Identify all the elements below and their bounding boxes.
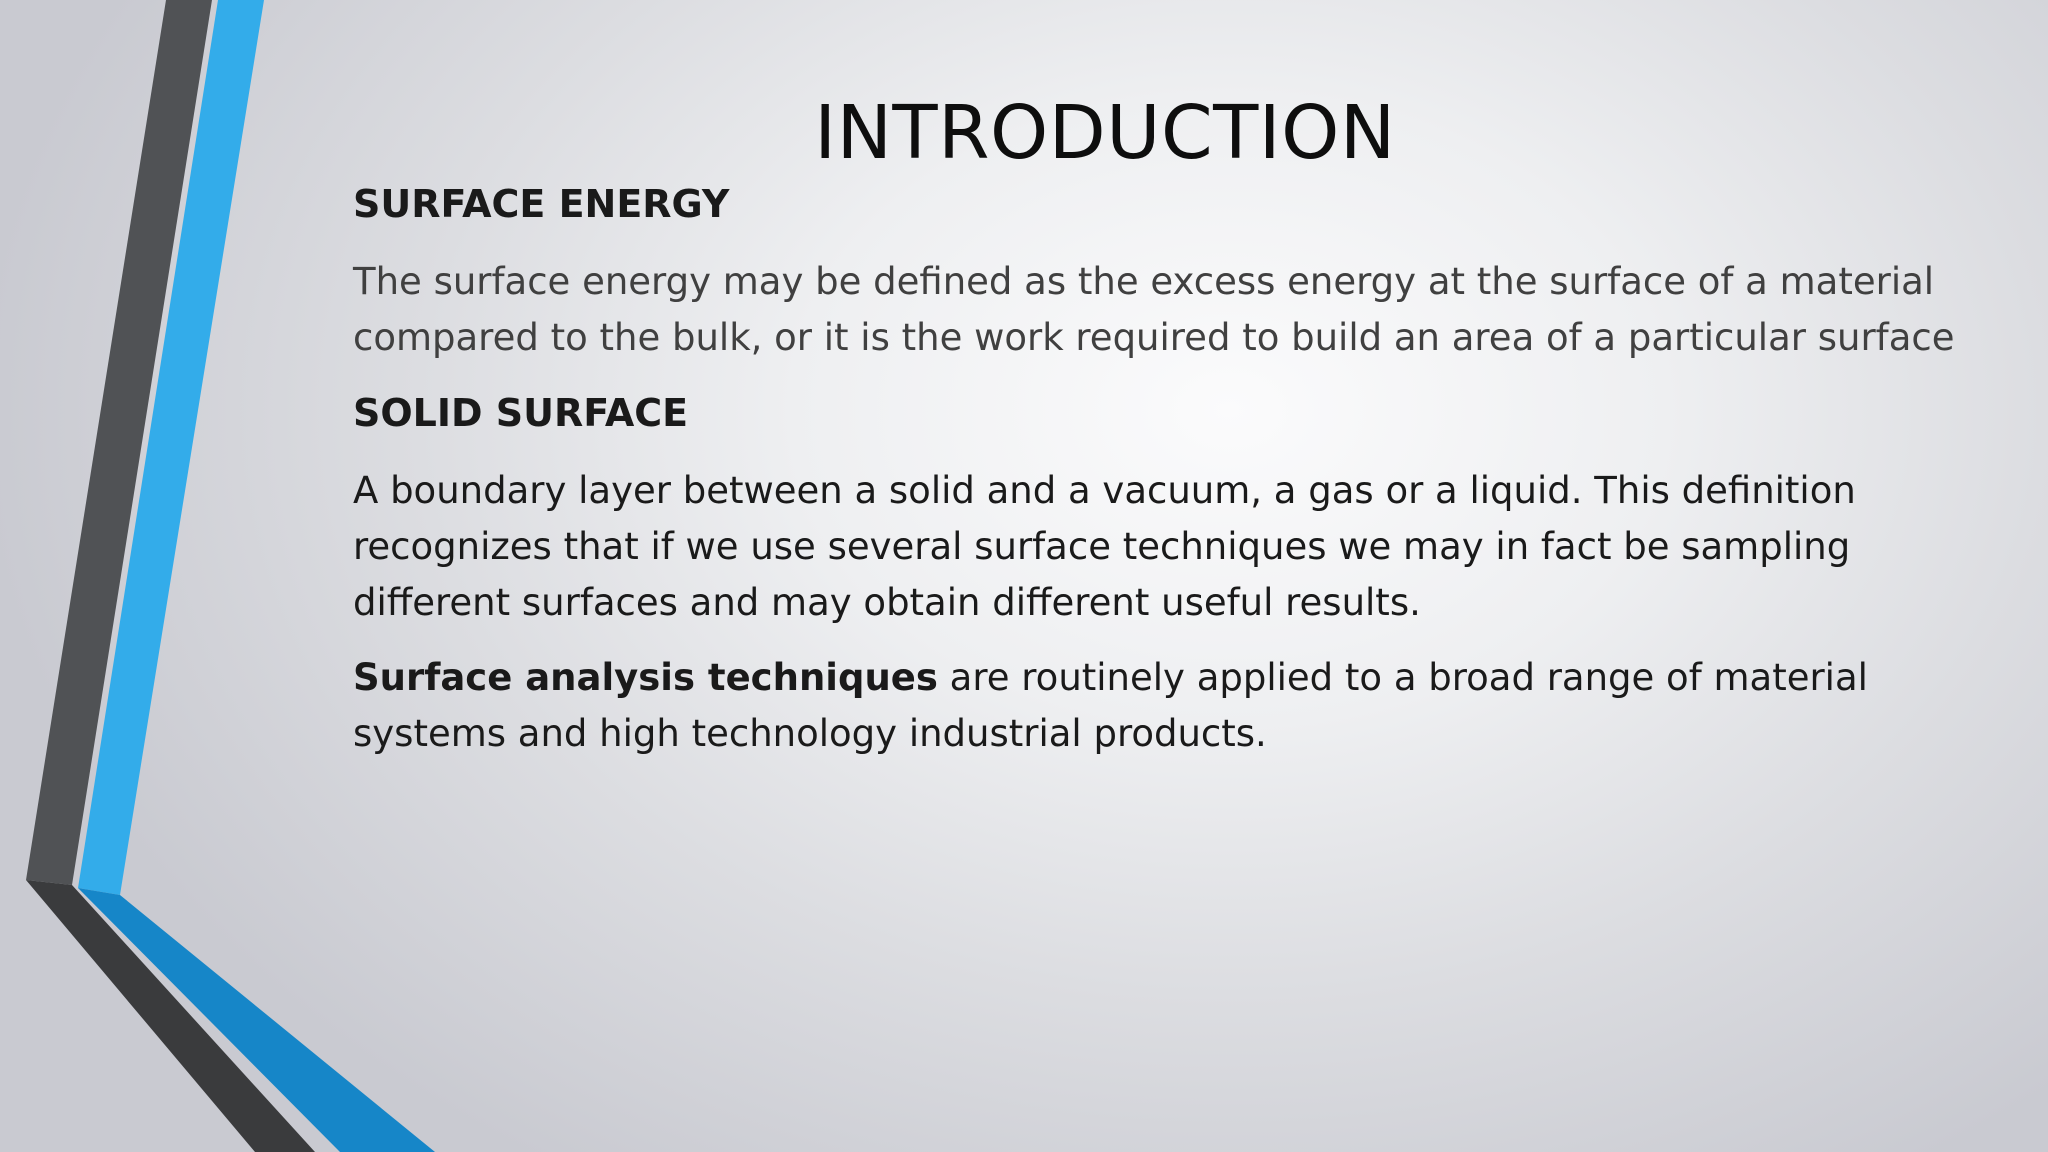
- slide-content: [353, 176, 2013, 762]
- surface-energy-heading: SURFACE ENERGY: [353, 182, 730, 226]
- analysis-paragraph: [353, 650, 2013, 762]
- surface-energy-definition: The surface energy may be defined as the excess energy at the surface of a material compared to the bulk, or it is the work required to build an area of a particular surface: [353, 260, 1955, 359]
- analysis-bold-lead: Surface analysis techniques: [353, 656, 938, 699]
- slide-title: INTRODUCTION: [814, 90, 1396, 176]
- solid-surface-heading: SOLID SURFACE: [353, 391, 689, 435]
- dark-gray-lower-stripe: [26, 880, 315, 1152]
- solid-surface-definition: A boundary layer between a solid and a vacuum, a gas or a liquid. This definition recognizes that if we use several surface techniques we may in fact be sampling different surfaces and may obtain different useful results.: [353, 469, 1856, 624]
- analysis-rest: are routinely applied to a broad range of material systems and high technology industrial products.: [353, 656, 1868, 755]
